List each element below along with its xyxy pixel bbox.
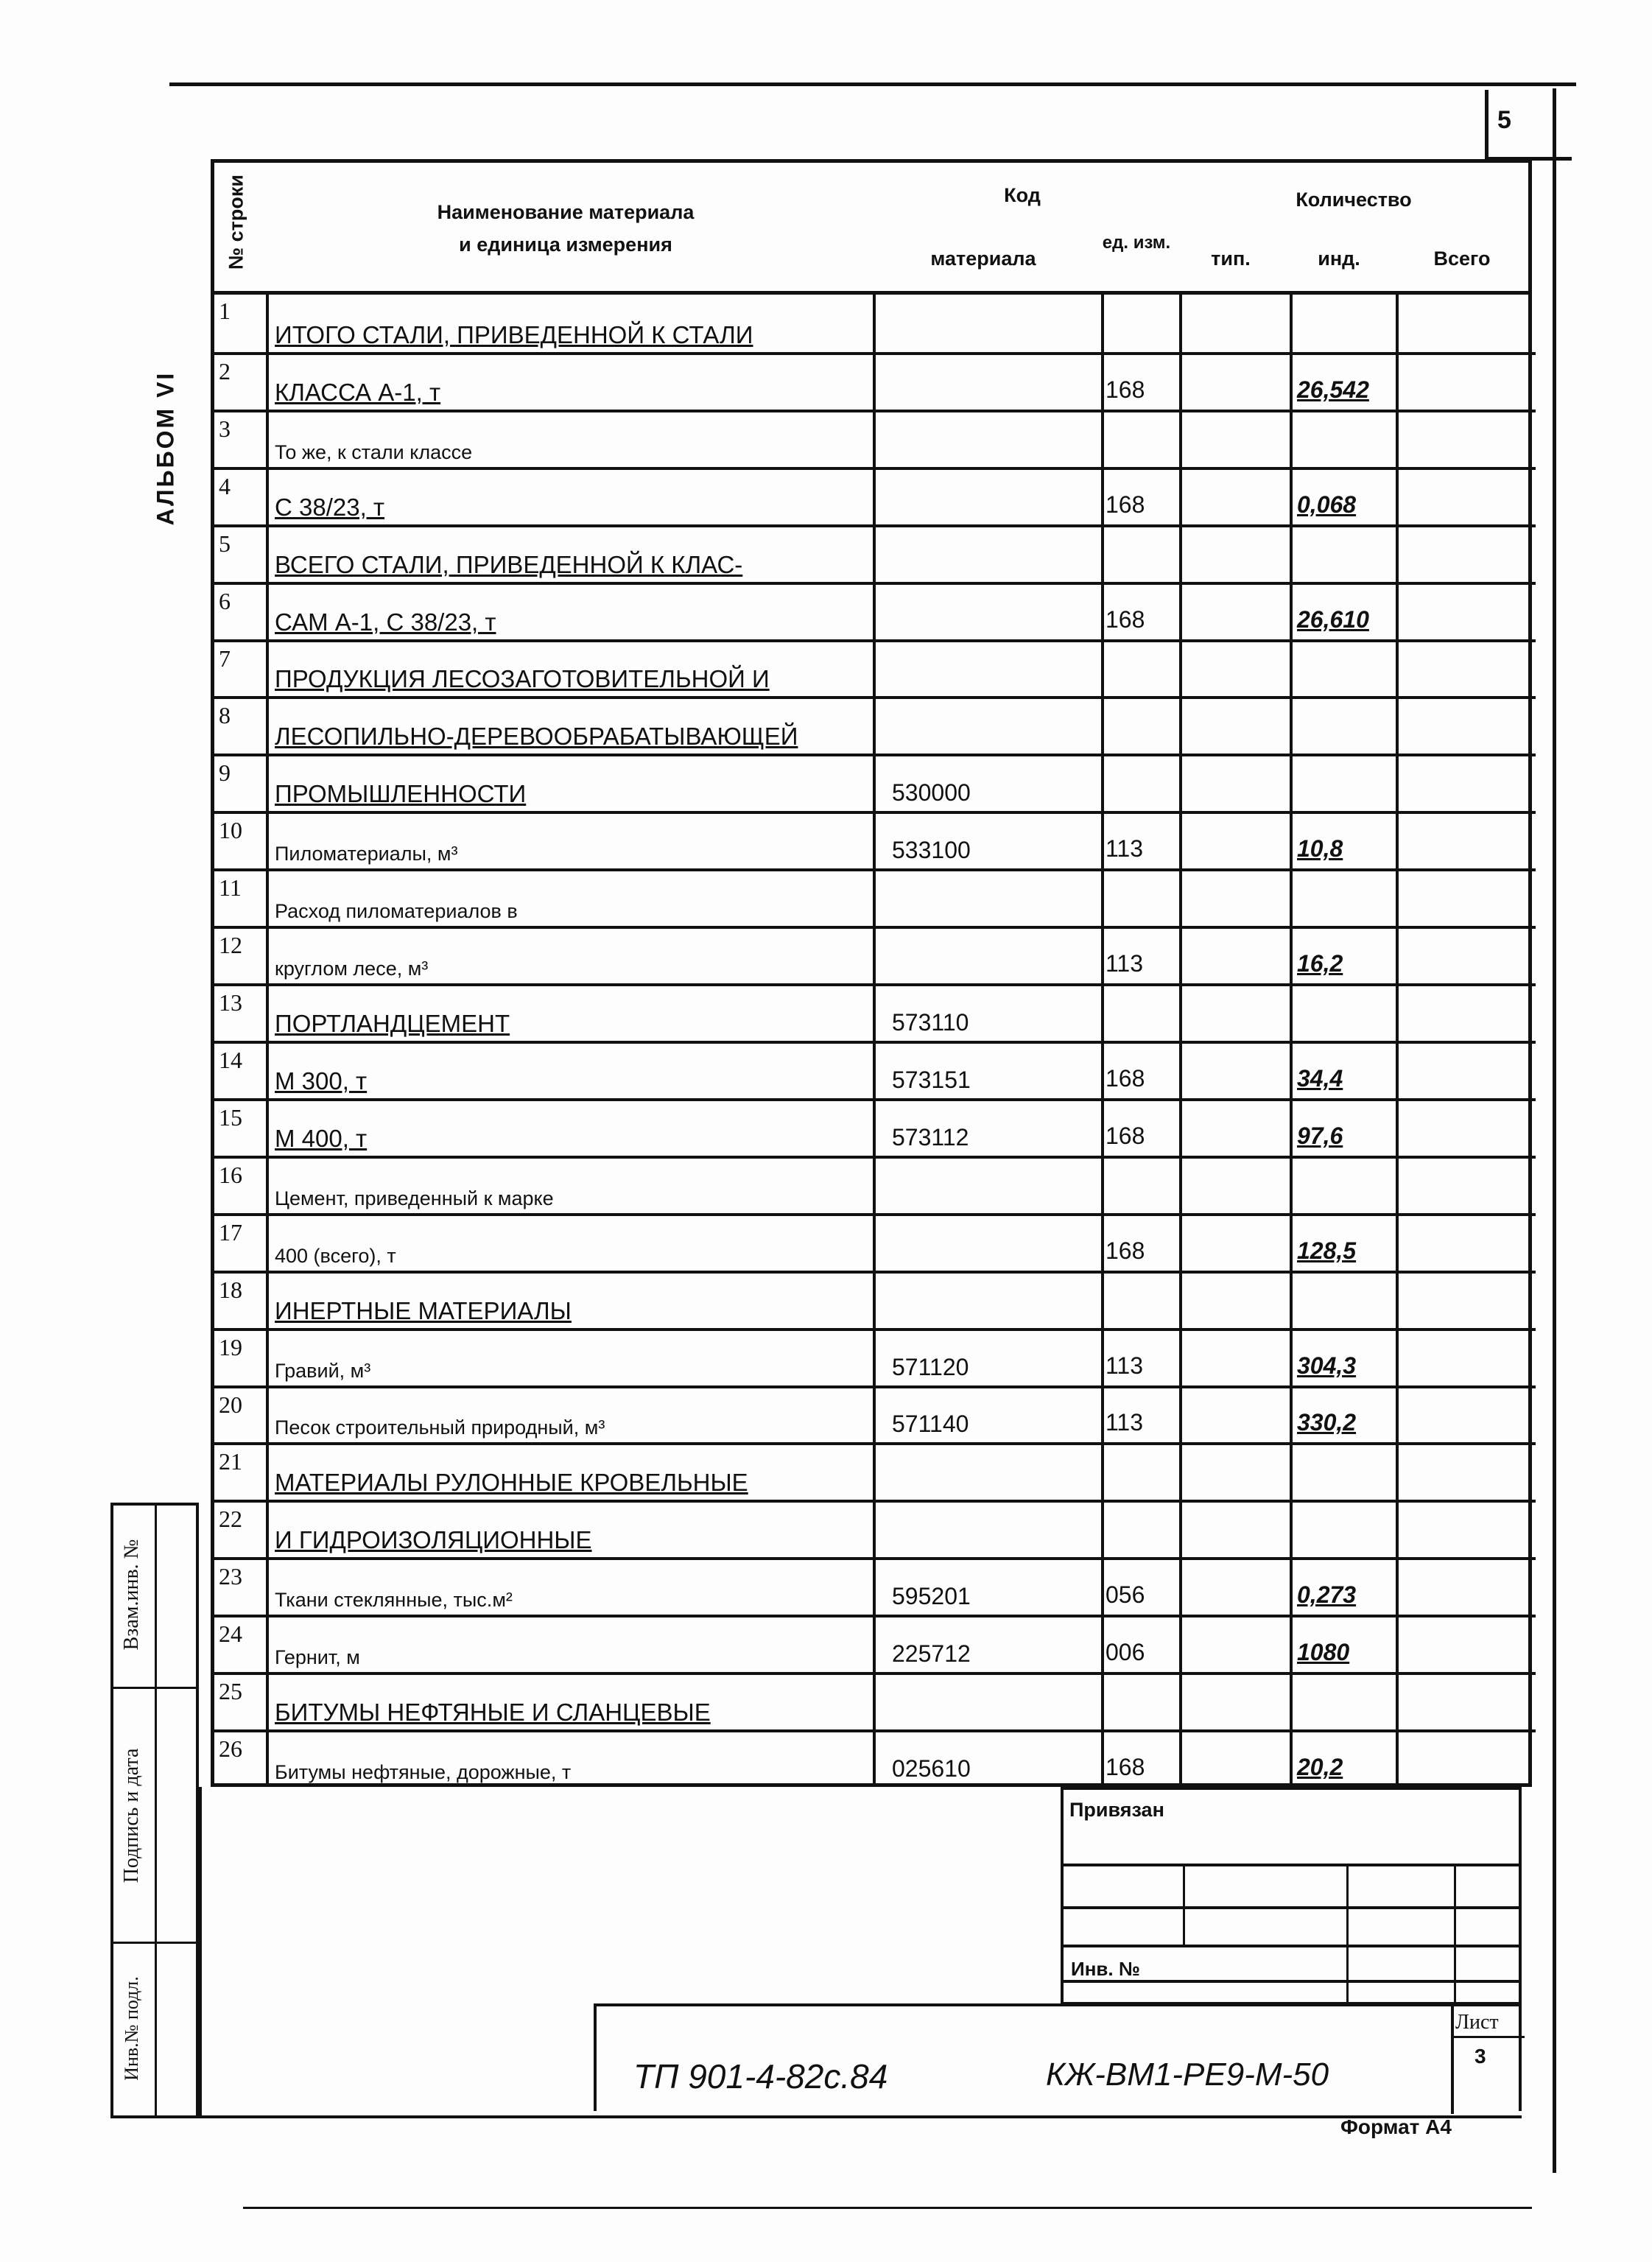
table-row (214, 1213, 1536, 1271)
unit-code: 113 (1106, 1352, 1144, 1379)
material-name: Песок строительный природный, м³ (275, 1416, 605, 1439)
table-row (214, 1672, 1536, 1729)
quantity-ind: 34,4 (1297, 1064, 1343, 1092)
right-border (1553, 88, 1556, 2173)
material-code: 530000 (892, 779, 971, 807)
table-row (214, 524, 1536, 582)
material-name: ЛЕСОПИЛЬНО-ДЕРЕВООБРАБАТЫВАЮЩЕЙ (275, 723, 798, 751)
material-code: 025610 (892, 1755, 971, 1782)
row-number: 16 (219, 1161, 242, 1188)
side-vzam-inv: Взам.инв. № (120, 1539, 143, 1651)
table-row (214, 1442, 1536, 1500)
table-row (214, 983, 1536, 1041)
table-row (214, 1729, 1536, 1787)
quantity-ind: 0,068 (1297, 491, 1357, 518)
header-name: Наименование материала и единица измерения (437, 201, 695, 256)
privyazan-label: Привязан (1069, 1799, 1164, 1821)
row-number: 6 (219, 587, 231, 614)
material-code: 533100 (892, 837, 971, 864)
row-number: 11 (219, 874, 242, 902)
material-name: ИТОГО СТАЛИ, ПРИВЕДЕННОЙ К СТАЛИ (275, 320, 753, 348)
material-code: 595201 (892, 1583, 971, 1610)
bottom-line (243, 2207, 1532, 2209)
table-row (214, 582, 1536, 639)
row-number: 8 (219, 702, 231, 729)
material-name: Пиломатериалы, м³ (275, 843, 458, 865)
material-name: МАТЕРИАЛЫ РУЛОННЫЕ КРОВЕЛЬНЫЕ (275, 1469, 748, 1497)
side-stamp (110, 1503, 199, 2118)
unit-code: 113 (1106, 835, 1144, 863)
row-number: 15 (219, 1103, 242, 1131)
table-row (214, 1041, 1536, 1098)
row-number: 2 (219, 357, 231, 384)
table-row (214, 811, 1536, 868)
material-name: То же, к стали классе (275, 440, 473, 463)
table-row (214, 1271, 1536, 1328)
material-name: САМ А-1, С 38/23, т (275, 608, 496, 636)
unit-code: 113 (1106, 950, 1144, 977)
row-number: 12 (219, 932, 242, 959)
table-row (214, 1500, 1536, 1557)
material-name: Битумы нефтяные, дорожные, т (275, 1760, 572, 1783)
privyazan-box (1061, 1787, 1522, 2005)
quantity-ind: 16,2 (1297, 950, 1343, 977)
material-name: ПОРТЛАНДЦЕМЕНТ (275, 1009, 510, 1037)
table-row (214, 1385, 1536, 1443)
material-code: 573110 (892, 1008, 969, 1036)
row-number: 7 (219, 644, 231, 672)
material-code: 225712 (892, 1640, 971, 1668)
row-number: 24 (219, 1620, 242, 1648)
table-row (214, 1557, 1536, 1615)
header-code: Код (1004, 184, 1041, 206)
quantity-ind: 26,610 (1297, 605, 1369, 633)
quantity-ind: 20,2 (1297, 1753, 1343, 1780)
row-number: 3 (219, 415, 231, 442)
material-name: Цемент, приведенный к марке (275, 1187, 554, 1209)
table-row (214, 1098, 1536, 1156)
material-name: ИНЕРТНЫЕ МАТЕРИАЛЫ (275, 1296, 572, 1324)
material-name: И ГИДРОИЗОЛЯЦИОННЫЕ (275, 1526, 592, 1554)
material-name: КЛАССА А-1, т (275, 378, 441, 406)
material-name: М 300, т (275, 1067, 368, 1095)
row-number: 9 (219, 759, 231, 787)
materials-table (211, 159, 1532, 1787)
row-number: 5 (219, 530, 231, 557)
row-number: 1 (219, 298, 231, 324)
material-name: круглом лесе, м³ (275, 958, 429, 980)
doc-mark: КЖ-ВМ1-РЕ9-М-50 (1046, 2056, 1329, 2093)
unit-code: 168 (1106, 1237, 1145, 1264)
header-material: материала (930, 247, 1036, 270)
quantity-ind: 128,5 (1297, 1237, 1357, 1264)
top-border (169, 82, 1576, 86)
title-block (594, 2003, 1522, 2111)
row-number: 18 (219, 1276, 242, 1303)
table-row (214, 1156, 1536, 1213)
unit-code: 168 (1106, 605, 1145, 633)
table-row (214, 639, 1536, 697)
material-code: 573112 (892, 1123, 969, 1151)
table-row (214, 295, 1536, 352)
unit-code: 168 (1106, 491, 1145, 518)
material-code: 571120 (892, 1353, 969, 1380)
row-number: 26 (219, 1735, 242, 1763)
row-number: 13 (219, 989, 242, 1016)
unit-code: 168 (1106, 1064, 1145, 1092)
sheet-corner-box (1485, 90, 1572, 161)
table-row (214, 754, 1536, 811)
material-name: БИТУМЫ НЕФТЯНЫЕ И СЛАНЦЕВЫЕ (275, 1699, 711, 1727)
quantity-ind: 26,542 (1297, 376, 1369, 403)
header-row-no: № строки (225, 175, 247, 270)
header-unit: ед. изм. (1102, 233, 1171, 253)
row-number: 10 (219, 817, 242, 844)
row-number: 22 (219, 1506, 242, 1533)
album-label: АЛЬБОМ VI (152, 370, 179, 526)
list-value: 3 (1475, 2045, 1486, 2068)
material-name: Ткани стеклянные, тыс.м² (275, 1589, 513, 1612)
material-name: Гравий, м³ (275, 1359, 371, 1382)
header-total: Всего (1433, 247, 1491, 270)
unit-code: 113 (1106, 1409, 1144, 1436)
material-name: ВСЕГО СТАЛИ, ПРИВЕДЕННОЙ К КЛАС- (275, 550, 743, 578)
unit-code: 168 (1106, 376, 1145, 403)
row-number: 19 (219, 1333, 242, 1360)
header-ind: инд. (1318, 247, 1360, 270)
quantity-ind: 97,6 (1297, 1122, 1343, 1149)
row-number: 25 (219, 1678, 242, 1705)
unit-code: 168 (1106, 1753, 1145, 1780)
header-typ: тип. (1211, 247, 1251, 270)
table-row (214, 1615, 1536, 1672)
table-row (214, 410, 1536, 467)
unit-code: 168 (1106, 1122, 1145, 1149)
table-row (214, 868, 1536, 926)
doc-code: ТП 901-4-82с.84 (633, 2057, 888, 2096)
table-row (214, 352, 1536, 410)
quantity-ind: 0,273 (1297, 1581, 1357, 1609)
table-row (214, 696, 1536, 754)
inv-no-label: Инв. № (1071, 1958, 1140, 1980)
table-row (214, 467, 1536, 524)
row-number: 17 (219, 1218, 242, 1246)
table-row (214, 1328, 1536, 1385)
row-number: 14 (219, 1047, 242, 1073)
table-body (211, 295, 1532, 1787)
material-name: М 400, т (275, 1124, 368, 1152)
quantity-ind: 10,8 (1297, 835, 1343, 863)
row-number: 4 (219, 472, 231, 499)
row-number: 23 (219, 1563, 242, 1590)
material-name: ПРОМЫШЛЕННОСТИ (275, 780, 527, 808)
material-name: 400 (всего), т (275, 1244, 396, 1267)
material-name: ПРОДУКЦИЯ ЛЕСОЗАГОТОВИТЕЛЬНОЙ И (275, 665, 770, 693)
sheet-corner-number: 5 (1497, 106, 1511, 134)
material-name: С 38/23, т (275, 493, 385, 521)
list-label: Лист (1455, 2011, 1499, 2034)
side-podpis-data: Подпись и дата (120, 1748, 143, 1883)
material-code: 571140 (892, 1411, 969, 1438)
header-quantity: Количество (1296, 189, 1412, 211)
quantity-ind: 304,3 (1297, 1352, 1357, 1379)
material-name: Расход пиломатериалов в (275, 900, 518, 923)
table-row (214, 926, 1536, 983)
row-number: 20 (219, 1391, 242, 1418)
side-inv-podl: Инв.№ подл. (121, 1976, 142, 2081)
material-code: 573151 (892, 1066, 971, 1093)
row-number: 21 (219, 1448, 242, 1475)
unit-code: 006 (1106, 1639, 1145, 1666)
material-name: Гернит, м (275, 1646, 360, 1669)
unit-code: 056 (1106, 1581, 1145, 1609)
quantity-ind: 1080 (1297, 1639, 1350, 1666)
quantity-ind: 330,2 (1297, 1409, 1357, 1436)
format-label: Формат А4 (1340, 2115, 1452, 2138)
